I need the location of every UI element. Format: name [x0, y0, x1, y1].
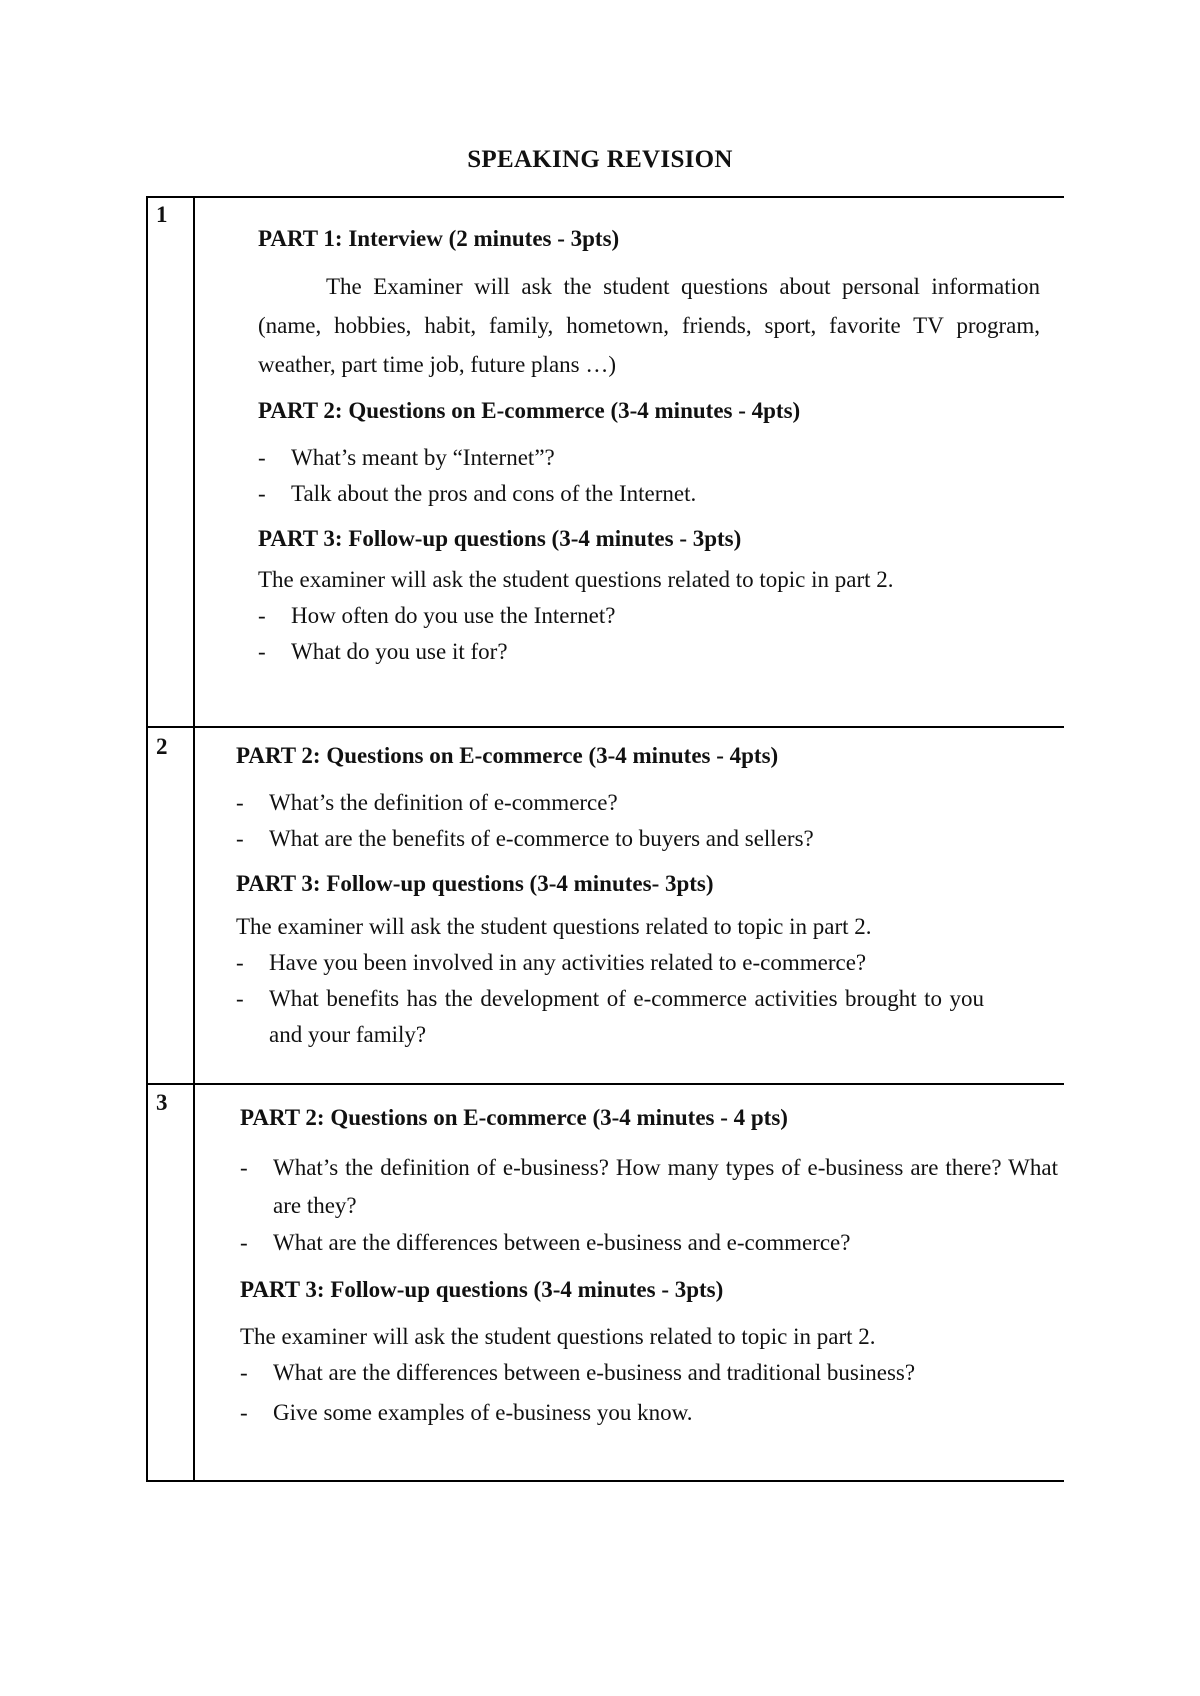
list-item: - Give some examples of e-business you know. — [240, 1400, 693, 1425]
row-number: 2 — [156, 734, 168, 759]
list-item: - Talk about the pros and cons of the Internet. — [258, 481, 697, 506]
page-title: SPEAKING REVISION — [467, 146, 733, 173]
part3-question-list — [258, 598, 1040, 670]
list-item: - Have you been involved in any activities related to e-commerce? — [236, 950, 867, 975]
part3-heading: PART 3: Follow-up questions (3-4 minutes - 3pts) — [240, 1277, 724, 1302]
row-2-content — [236, 741, 1036, 1053]
part2-question-list — [240, 1149, 1058, 1261]
part3-intro: The examiner will ask the student questions related to topic in part 2. — [236, 914, 872, 939]
list-item: - What are the differences between e-business and e-commerce? — [240, 1230, 851, 1255]
list-item: - What do you use it for? — [258, 639, 508, 664]
list-item: - What’s the definition of e-business? How many types of e-business are there? What are they? — [240, 1155, 1058, 1218]
part3-question-list — [236, 945, 1036, 1053]
part3-intro: The examiner will ask the student questions related to topic in part 2. — [240, 1324, 876, 1349]
part3-question-list — [240, 1355, 1058, 1431]
row-1-content — [258, 224, 1040, 670]
list-item: - What’s meant by “Internet”? — [258, 445, 555, 470]
list-item: - What’s the definition of e-commerce? — [236, 790, 618, 815]
row-number: 3 — [156, 1090, 168, 1115]
list-item: - How often do you use the Internet? — [258, 603, 616, 628]
part3-heading: PART 3: Follow-up questions (3-4 minutes - 3pts) — [258, 526, 742, 551]
table-border-bottom — [146, 1480, 1064, 1482]
table-border-top — [146, 196, 1064, 198]
row-divider — [146, 1083, 1064, 1085]
part2-heading: PART 2: Questions on E-commerce (3-4 minutes - 4 pts) — [240, 1105, 788, 1130]
part1-heading: PART 1: Interview (2 minutes - 3pts) — [258, 226, 620, 251]
revision-table — [146, 196, 1064, 1482]
list-item: - What are the differences between e-business and traditional business? — [240, 1360, 916, 1385]
list-item: - What benefits has the development of e-commerce activities brought to you and your family? — [236, 986, 984, 1047]
part2-question-list — [258, 440, 1040, 512]
part2-heading: PART 2: Questions on E-commerce (3-4 minutes - 4pts) — [236, 743, 779, 768]
part3-heading: PART 3: Follow-up questions (3-4 minutes- 3pts) — [236, 871, 714, 896]
table-border-left — [146, 196, 148, 1482]
part1-paragraph: The Examiner will ask the student questions about personal information (name, hobbies, habit, family, hometown, friends, sport, favorite TV program, weather, part time job, future plans …) — [258, 274, 1040, 377]
part2-question-list — [236, 785, 1036, 857]
row-divider — [146, 726, 1064, 728]
row-3-content — [240, 1103, 1058, 1431]
part2-heading: PART 2: Questions on E-commerce (3-4 minutes - 4pts) — [258, 398, 801, 423]
column-divider — [193, 196, 195, 1482]
list-item: - What are the benefits of e-commerce to buyers and sellers? — [236, 826, 814, 851]
part3-intro: The examiner will ask the student questions related to topic in part 2. — [258, 567, 894, 592]
row-number: 1 — [156, 202, 168, 227]
